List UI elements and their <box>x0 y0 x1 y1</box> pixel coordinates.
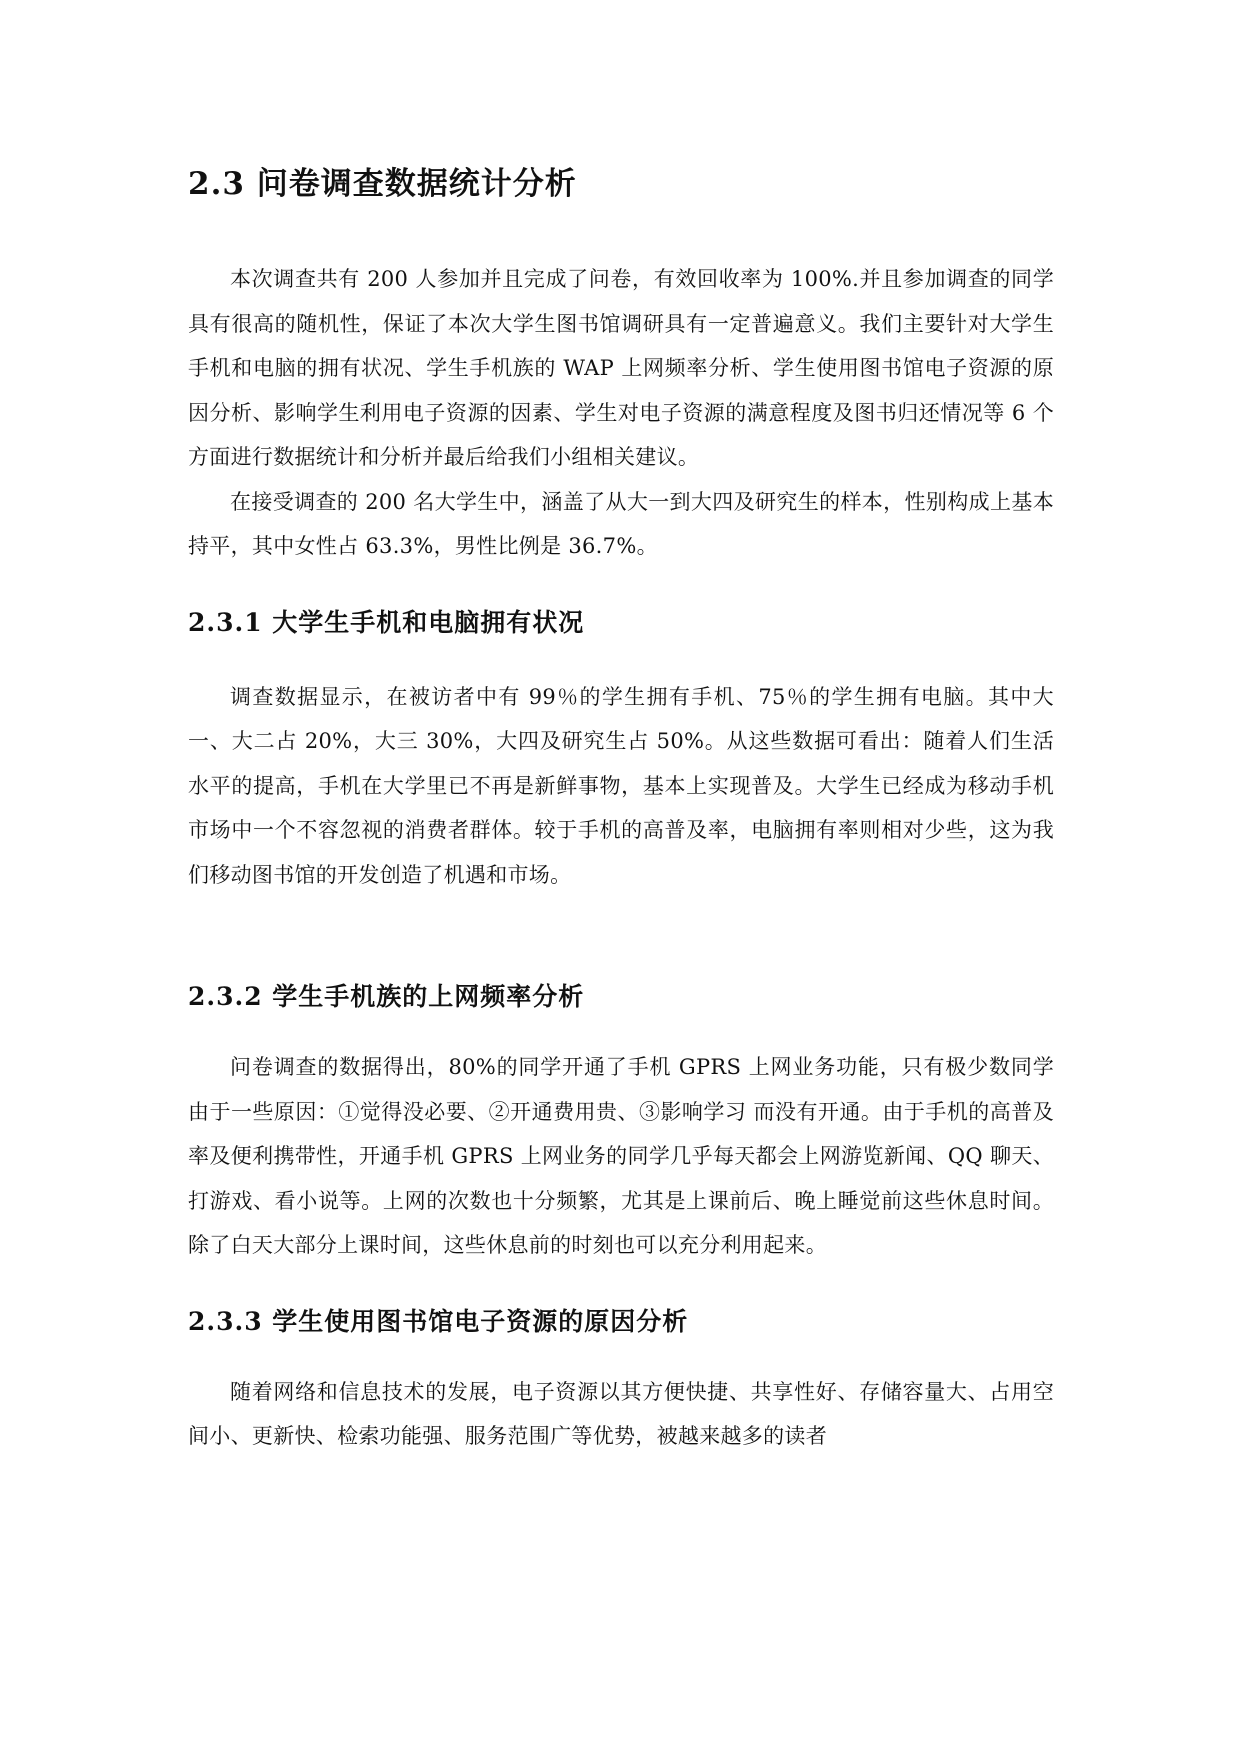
subsection-title-2-3-3: 2.3.3 学生使用图书馆电子资源的原因分析 <box>188 1306 689 1336</box>
section-title: 2.3 问卷调查数据统计分析 <box>188 166 577 202</box>
subsection-title-2-3-1: 2.3.1 大学生手机和电脑拥有状况 <box>188 607 585 637</box>
subsection-paragraph-2-3-3: 随着网络和信息技术的发展，电子资源以其方便快捷、共享性好、存储容量大、占用空间小、更新快、检索功能强、服务范围广等优势，被越来越多的读者 <box>188 1379 1054 1448</box>
intro-paragraph-1: 本次调查共有 200 人参加并且完成了问卷，有效回收率为 100%.并且参加调查的同学具有很高的随机性，保证了本次大学生图书馆调研具有一定普遍意义。我们主要针对大学生手机和电脑的拥有状况、学生手机族的 WAP 上网频率分析、学生使用图书馆电子资源的原因分析、影响学生利用电子资源的因素、学生对电子资源的满意程度及图书归还情况等 6 个方面进行数据统计和分析并最后给我们小组相关建议。 <box>188 267 1054 469</box>
subsection-paragraph-2-3-2: 问卷调查的数据得出，80%的同学开通了手机 GPRS 上网业务功能，只有极少数同学由于一些原因：①觉得没必要、②开通费用贵、③影响学习 而没有开通。由于手机的高普及率及便利携带性，开通手机 GPRS 上网业务的同学几乎每天都会上网游览新闻、QQ 聊天、打游戏、看小说等。上网的次数也十分频繁，尤其是上课前后、晚上睡觉前这些休息时间。除了白天大部分上课时间，这些休息前的时刻也可以充分利用起来。 <box>188 1055 1054 1257</box>
subsection-title-2-3-2: 2.3.2 学生手机族的上网频率分析 <box>188 982 585 1011</box>
intro-paragraph-2: 在接受调查的 200 名大学生中，涵盖了从大一到大四及研究生的样本，性别构成上基本持平，其中女性占 63.3%，男性比例是 36.7%。 <box>188 489 1054 558</box>
subsection-paragraph-2-3-1: 调查数据显示，在被访者中有 99％的学生拥有手机、75％的学生拥有电脑。其中大一、大二占 20%，大三 30%，大四及研究生占 50%。从这些数据可看出：随着人们生活水平的提高，手机在大学里已不再是新鲜事物，基本上实现普及。大学生已经成为移动手机市场中一个不容忽视的消费者群体。较于手机的高普及率，电脑拥有率则相对少些，这为我们移动图书馆的开发创造了机遇和市场。 <box>188 684 1054 887</box>
document-body <box>188 158 1054 1459</box>
